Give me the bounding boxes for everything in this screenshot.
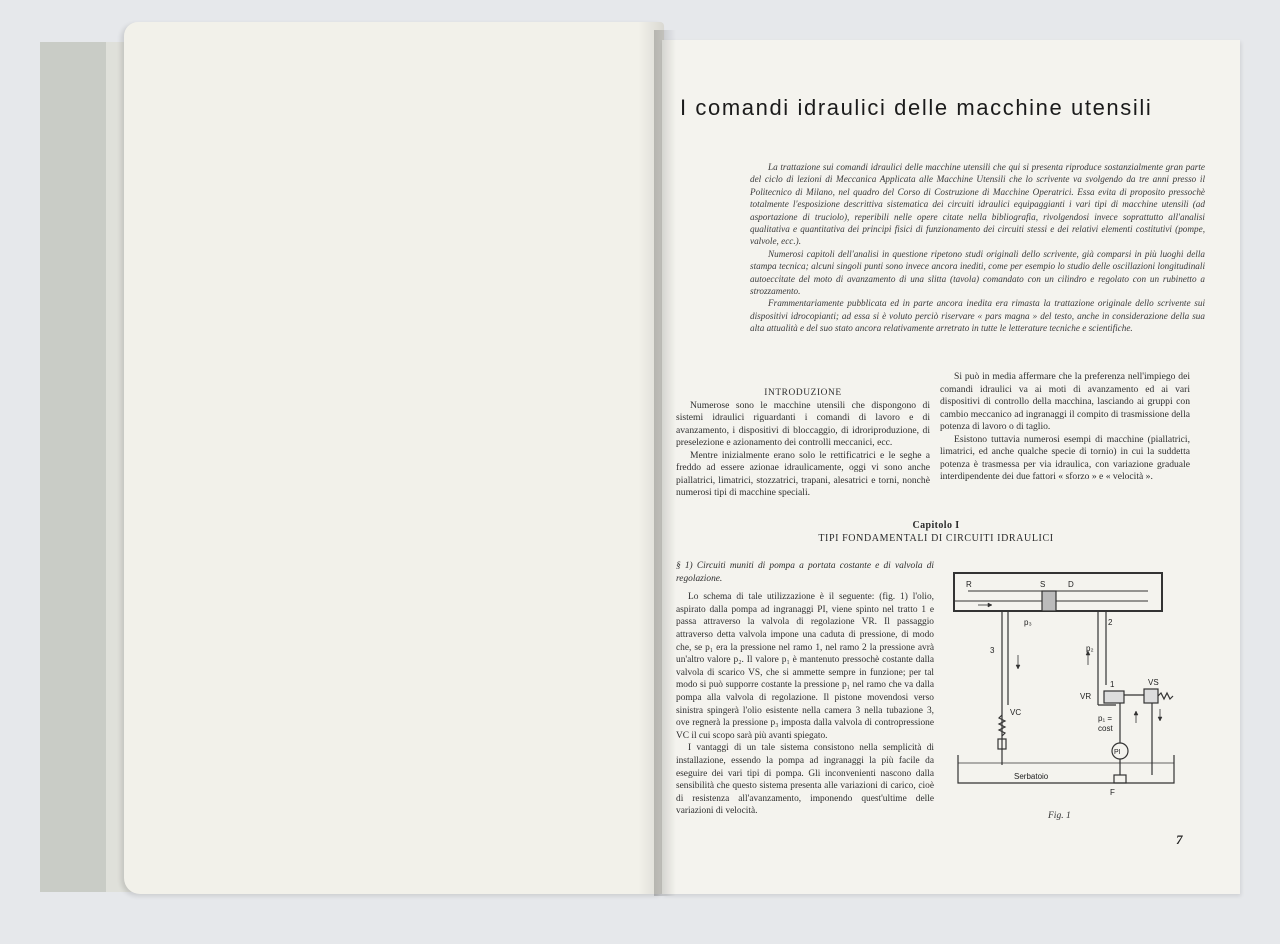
intro-right-column <box>940 371 1190 484</box>
label-2: 2 <box>1108 618 1113 627</box>
label-p2: p₂ <box>1086 644 1094 653</box>
label-cost: cost <box>1098 724 1113 733</box>
figure-caption: Fig. 1 <box>1048 811 1071 821</box>
vs-spring <box>1158 693 1173 699</box>
filter <box>1114 775 1126 783</box>
intro-paragraph: Mentre inizialmente erano solo le rettificatrici e le seghe a freddo ad essere azionae idraulicamente, oggi vi sono anche piallatrici, limatrici, stozzatrici, trapani, alesatrici e torni, nonchè numerosi tipi di macchine speciali. <box>676 449 930 498</box>
section-title: § 1) Circuiti muniti di pompa a portata costante e di valvola di regolazione. <box>676 561 934 584</box>
label-s: S <box>1040 580 1046 589</box>
label-d: D <box>1068 580 1074 589</box>
section-paragraph: Lo schema di tale utilizzazione è il seguente: (fig. 1) l'olio, aspirato dalla pompa ad ingranaggi PI, viene spinto nel tratto 1 e passa attraverso la valvola di regolazione VR. Il passaggio attraverso detta valvola impone una caduta di pressione, di modo che, se p₁ era la pressione nel ramo 1, nel ramo 2 la pressione avrà un'altro valore p₂. Il valore p₁ è mantenuto pressochè costante dalla valvola di scarico VS, che si ammette sempre in funzione; per tal modo si può supporre costante la pressione p₁ nel ramo che va dalla pompa alla valvola di regolazione. Il pistone movendosi verso sinistra spingerà l'olio esistente nella camera 3 nella tubazione 3, ove regnerà la pressione p₃ imposta dalla valvola di contropressione VC il cui scopo sarà più avanti spiegato. <box>676 592 934 741</box>
piston <box>1042 591 1056 611</box>
intro-paragraph: Numerose sono le macchine utensili che dispongono di sistemi idraulici riguardanti i comandi di lavoro e di avanzamento, i dispositivi di bloccaggio, di idroriproduzione, di preselezione e azionamento dei controlli meccanici, ecc. <box>676 399 930 448</box>
page-title: I comandi idraulici delle macchine utensili <box>680 95 1153 120</box>
abstract-paragraph: Frammentariamente pubblicata ed in parte ancora inedita era rimasta la trattazione originale dello scrivente sui dispositivi idrocopianti; ad essa si è voluto perciò riservare « pars magna » del testo, anche in considerazione della sua alta attualità e del suo stato ancora relativamente arretrato in tutte le letterature tecniche e scientifiche. <box>750 298 1205 334</box>
label-r: R <box>966 580 972 589</box>
chapter-subtitle: TIPI FONDAMENTALI DI CIRCUITI IDRAULICI <box>818 533 1054 544</box>
page-number: 7 <box>1176 832 1183 847</box>
label-1: 1 <box>1110 680 1115 689</box>
abstract-paragraph: Numerosi capitoli dell'analisi in questione ripetono studi originali dello scrivente, già comparsi in più luoghi della stampa tecnica; alcuni singoli punti sono invece ancora inediti, come per esempio lo studio delle oscillazioni longitudinali autoeccitate del moto di avanzamento di una slitta (tavola) comandato con un cilindro e regolato con un rubinetto a strozzamento. <box>750 248 1205 297</box>
label-vs: VS <box>1148 678 1159 687</box>
vr-valve <box>1104 691 1124 703</box>
chapter-label: Capitolo I <box>912 520 960 531</box>
book-gutter <box>654 30 676 896</box>
label-3: 3 <box>990 646 995 655</box>
tank <box>958 755 1174 783</box>
label-f: F <box>1110 788 1115 797</box>
intro-left-column <box>676 387 930 500</box>
vs-valve <box>1144 689 1158 703</box>
intro-paragraph: Si può in media affermare che la preferenza nell'impiego dei comandi idraulici va ai moti di avanzamento ed ai vari dispositivi di controllo della macchina, lasciando ai gruppi con cambio meccanico ad ingranaggi il compito di trasmissione della potenza di lavoro o di taglio. <box>940 371 1190 432</box>
label-pi: PI <box>1114 749 1121 756</box>
label-p1: p₁ = <box>1098 714 1113 723</box>
label-vc: VC <box>1010 708 1022 717</box>
left-blank-page <box>124 22 664 894</box>
section-1 <box>676 560 934 818</box>
intro-heading: INTRODUZIONE <box>764 388 842 398</box>
chapter-heading <box>676 520 1196 544</box>
section-paragraph: I vantaggi di un tale sistema consistono nella semplicità di installazione, essendo la pompa ad ingranaggi la più facile da eseguire dei vari tipi di pompa. Gli inconvenienti nascono dalla sensibilità che questo sistema presenta alle variazioni di carico, cioè di resistenza all'avanzamento, imponendo quest'ultime delle variazioni di velocità. <box>676 743 934 817</box>
abstract-paragraph: La trattazione sui comandi idraulici delle macchine utensili che qui si presenta riproduce sostanzialmente gran parte del ciclo di lezioni di Meccanica Applicata alle Macchine Utensili che lo scrivente va svolgendo da tre anni presso il Politecnico di Milano, nel quadro del Corso di Costruzione di Macchine Operatrici. Essa evita di proposito pressochè totalmente l'esposizione descrittiva sistematica dei circuiti idraulici equipaggianti i vari tipi di macchine utensili (ad asportazione di truciolo), reperibili nelle opere citate nella bibliografia, rivolgendosi invece soprattutto all'analisi qualitativa e quantitativa dei principi fisici di funzionamento dei circuiti stessi e dei relativi elementi costitutivi (pompe, valvole, ecc.). <box>750 162 1205 247</box>
label-serbatoio: Serbatoio <box>1014 772 1049 781</box>
label-vr: VR <box>1080 692 1092 701</box>
intro-paragraph: Esistono tuttavia numerosi esempi di macchine (piallatrici, limatrici, ed anche qualche specie di tornio) in cui la suddetta potenza è trasmessa per via idraulica, con variazione graduale interdipendente dei due fattori « sforzo » e « velocità ». <box>940 433 1190 482</box>
label-p3: p₃ <box>1024 618 1032 627</box>
abstract <box>750 161 1205 335</box>
hydraulic-circuit-diagram <box>948 565 1184 815</box>
